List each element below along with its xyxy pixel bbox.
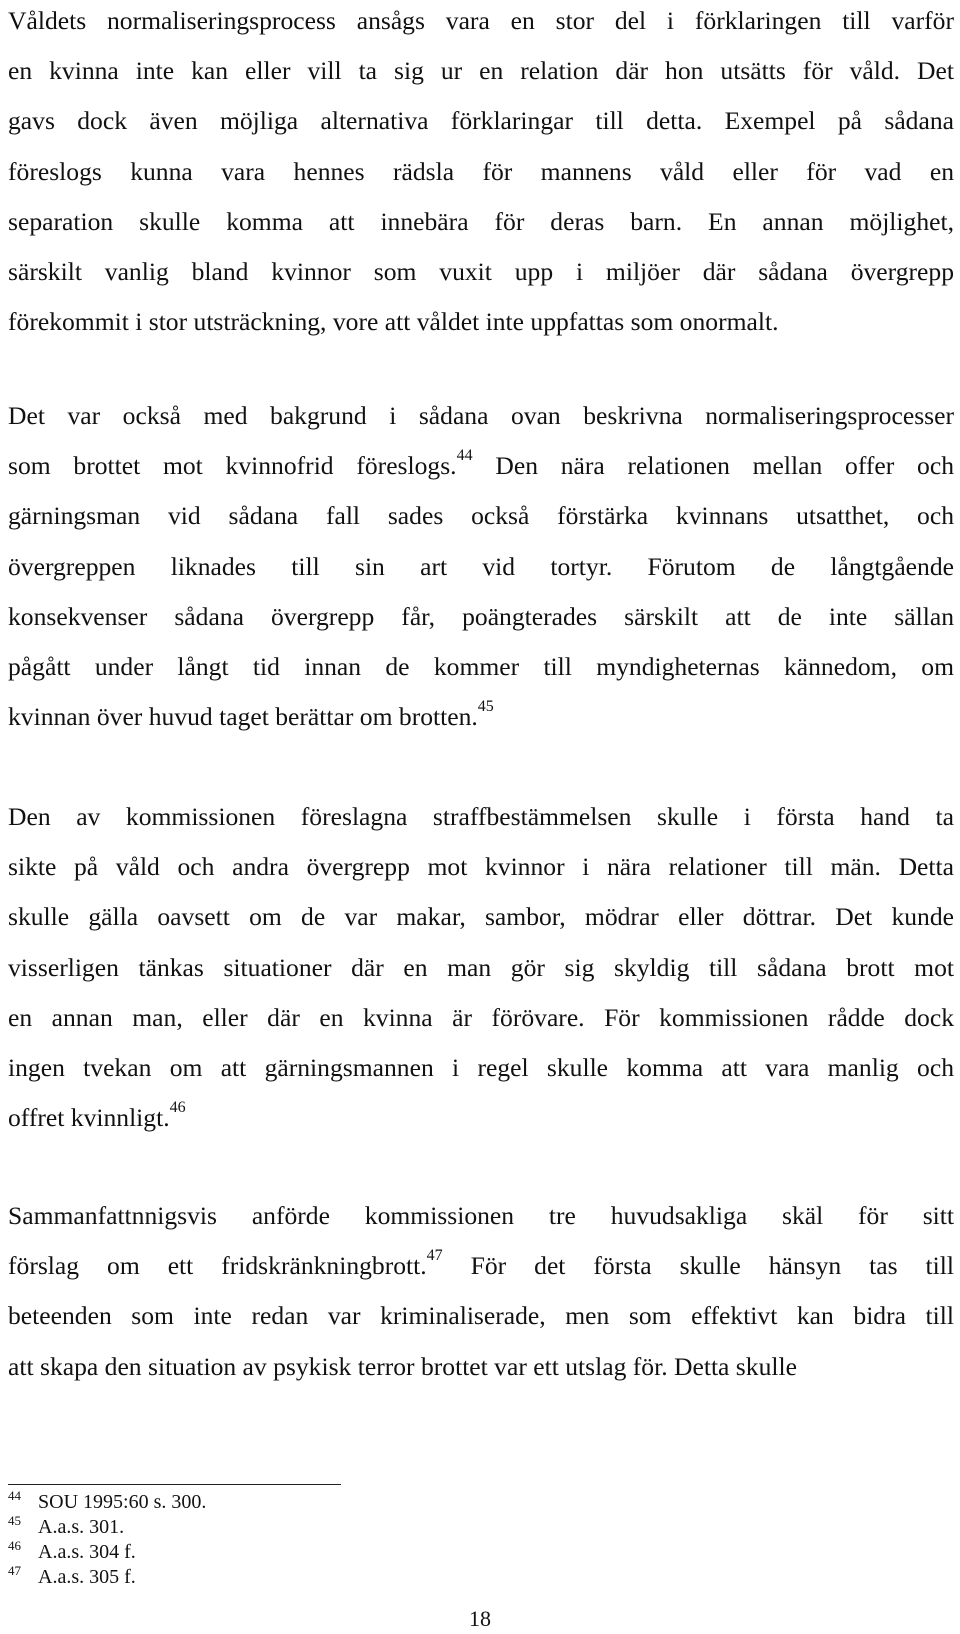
- text-line: [8, 1241, 954, 1291]
- text-line: [8, 1093, 954, 1143]
- text-line: gavs dock även möjliga alternativa förklaringar till detta. Exempel på sådana: [8, 106, 954, 136]
- text-segment: förslag om ett fridskränkningbrott.: [8, 1251, 427, 1281]
- text-line: att skapa den situation av psykisk terror brottet var ett utslag för. Detta skulle: [8, 1351, 797, 1381]
- footnote-separator: [8, 1484, 341, 1485]
- footnote-number: 45: [8, 1513, 21, 1528]
- footnote-reference: 44: [456, 447, 473, 465]
- text-line: en annan man, eller där en kvinna är förövare. För kommissionen rådde dock: [8, 1002, 954, 1032]
- text-line: separation skulle komma att innebära för deras barn. En annan möjlighet,: [8, 206, 954, 236]
- paragraph: [8, 1191, 954, 1392]
- text-line: Våldets normaliseringsprocess ansågs vara en stor del i förklaringen till varför: [8, 6, 954, 35]
- footnote-reference: 45: [477, 698, 494, 716]
- text-line: föreslogs kunna vara hennes rädsla för mannens våld eller för vad en: [8, 156, 954, 186]
- footnote: [8, 1564, 136, 1592]
- text-line: gärningsman vid sådana fall sades också förstärka kvinnans utsatthet, och: [8, 501, 954, 531]
- text-line: konsekvenser sådana övergrepp får, poängterades särskilt att de inte sällan: [8, 601, 954, 631]
- footnote-number: 47: [8, 1563, 21, 1578]
- footnote-number: 44: [8, 1488, 21, 1503]
- footnote-reference: 46: [169, 1099, 186, 1117]
- text-line: [8, 692, 954, 742]
- text-line: pågått under långt tid innan de kommer till myndigheternas kännedom, om: [8, 651, 954, 681]
- footnote-text: A.a.s. 301.: [38, 1516, 125, 1538]
- text-line: ingen tvekan om att gärningsmannen i regel skulle komma att vara manlig och: [8, 1052, 954, 1082]
- text-segment: Den nära relationen mellan offer och: [472, 451, 954, 481]
- text-line: Sammanfattnnigsvis anförde kommissionen tre huvudsakliga skäl för sitt: [8, 1201, 954, 1230]
- footnote-text: A.a.s. 305 f.: [38, 1566, 136, 1588]
- page-number: 18: [469, 1606, 491, 1631]
- text-line: skulle gälla oavsett om de var makar, sambor, mödrar eller döttrar. Det kunde: [8, 902, 954, 932]
- text-segment: kvinnan över huvud taget berättar om brotten.: [8, 702, 478, 732]
- footnote-reference: 47: [426, 1247, 443, 1265]
- text-line: beteenden som inte redan var kriminaliserade, men som effektivt kan bidra till: [8, 1301, 954, 1331]
- paragraph: [8, 391, 954, 742]
- text-segment: offret kvinnligt.: [8, 1103, 170, 1133]
- text-line: [8, 441, 954, 491]
- text-segment: För det första skulle hänsyn tas till: [442, 1251, 954, 1281]
- footnote-text: A.a.s. 304 f.: [38, 1541, 136, 1563]
- paragraph: [8, 0, 954, 347]
- footnote-text: SOU 1995:60 s. 300.: [38, 1491, 207, 1513]
- text-line: förekommit i stor utsträckning, vore att våldet inte uppfattas som onormalt.: [8, 307, 779, 337]
- text-line: övergreppen liknades till sin art vid tortyr. Förutom de långtgående: [8, 551, 954, 581]
- text-line: Den av kommissionen föreslagna straffbestämmelsen skulle i första hand ta: [8, 802, 954, 831]
- paragraph: [8, 792, 954, 1143]
- text-line: Det var också med bakgrund i sådana ovan beskrivna normaliseringsprocesser: [8, 401, 954, 430]
- footnote-number: 46: [8, 1538, 21, 1553]
- text-segment: som brottet mot kvinnofrid föreslogs.: [8, 451, 457, 481]
- text-line: sikte på våld och andra övergrepp mot kvinnor i nära relationer till män. Detta: [8, 852, 954, 882]
- text-line: visserligen tänkas situationer där en man gör sig skyldig till sådana brott mot: [8, 952, 954, 982]
- text-line: en kvinna inte kan eller vill ta sig ur en relation där hon utsätts för våld. Det: [8, 56, 954, 86]
- text-line: särskilt vanlig bland kvinnor som vuxit upp i miljöer där sådana övergrepp: [8, 256, 954, 286]
